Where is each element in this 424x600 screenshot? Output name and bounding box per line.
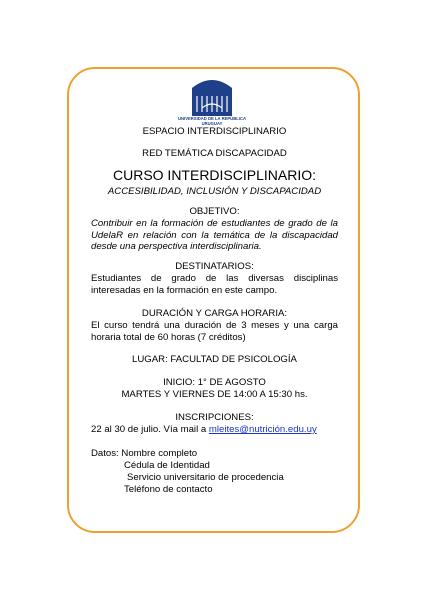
inscripciones-dates: 22 al 30 de julio. Vía mail a (91, 424, 207, 435)
logo-country: URUGUAY (201, 121, 223, 126)
destinatarios-heading: DESTINATARIOS: (175, 261, 254, 272)
datos-item: Teléfono de contacto (124, 484, 213, 495)
inscripciones-text (91, 424, 338, 436)
horario-line: MARTES Y VIERNES DE 14:00 A 15:30 hs. (121, 389, 308, 400)
espacio-line: ESPACIO INTERDISCIPLINARIO (142, 126, 287, 137)
datos-label: Datos: (91, 448, 119, 459)
course-subtitle: ACCESIBILIDAD, INCLUSIÓN Y DISCAPACIDAD (107, 186, 322, 197)
objetivo-heading: OBJETIVO: (189, 206, 240, 217)
duracion-text: El curso tendrá una duración de 3 meses y una carga horaria total de 60 horas (7 créditos) (91, 320, 338, 343)
email-link[interactable]: mleites@nutrición.edu.uy (208, 424, 317, 435)
lugar-line: LUGAR: FACULTAD DE PSICOLOGÍA (132, 354, 297, 365)
course-title: CURSO INTERDISCIPLINARIO: (112, 167, 317, 183)
datos-first-item: Nombre completo (121, 448, 198, 459)
inicio-line: INICIO: 1° DE AGOSTO (163, 377, 266, 388)
logo-university-name: UNIVERSIDAD DE LA REPÚBLICA (177, 116, 246, 121)
datos-item: Cédula de Identidad (124, 460, 210, 471)
datos-line (91, 448, 338, 460)
inscripciones-heading: INSCRIPCIONES: (175, 412, 254, 423)
destinatarios-text: Estudiantes de grado de las diversas disciplinas interesadas en la formación en este campo. (91, 273, 338, 296)
red-line: RED TEMÁTICA DISCAPACIDAD (142, 148, 287, 159)
university-seal-icon (184, 70, 240, 118)
duracion-heading: DURACIÓN Y CARGA HORARIA: (141, 308, 288, 319)
datos-item: Servicio universitario de procedencia (127, 472, 284, 483)
objetivo-text: Contribuir en la formación de estudiantes de grado de la UdelaR en relación con la temática de la discapacidad desde una perspectiva interdisciplinaria. (91, 218, 338, 253)
